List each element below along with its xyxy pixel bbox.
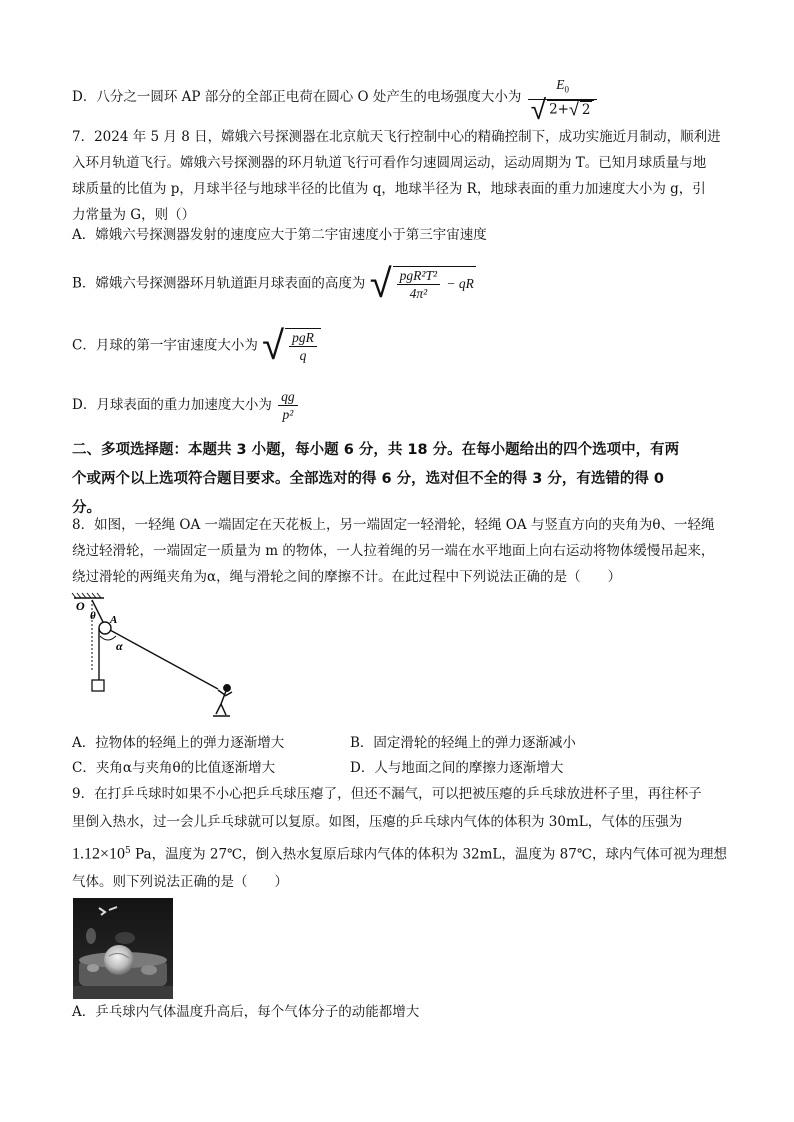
q7-option-d [72,388,300,423]
q8-option-d: D．人与地面之间的摩擦力逐渐增大 [350,760,564,776]
q9-stem-line4: 气体。则下列说法正确的是（ ） [72,874,288,890]
q8-label-o: O [76,599,85,613]
q7-option-c-text: C．月球的第一宇宙速度大小为 [72,337,258,354]
section2-line2: 个或两个以上选项符合题目要求。全部选对的得 6 分，选对但不全的得 3 分，有选错的得 0 [72,471,665,487]
q7-option-b-tail: − qR [446,276,474,291]
q6-option-d-text: D．八分之一圆环 AP 部分的全部正电荷在圆心 O 处产生的电场强度大小为 [72,88,522,105]
q7-option-c-num: pgR [289,329,317,347]
q8-label-a: A [110,614,118,626]
q7-option-b-text: B．嫦娥六号探测器环月轨道距月球表面的高度为 [72,275,366,292]
q8-stem-line3: 绕过滑轮的两绳夹角为α，绳与滑轮之间的摩擦不计。在此过程中下列说法正确的是（ ） [72,569,622,585]
q7-option-d-text: D．月球表面的重力加速度大小为 [72,397,272,413]
q8-label-theta: θ [90,610,96,622]
q6-option-d-fraction: $\frac{E_0}{√ 2+√ 2}$ [528,76,598,119]
q6-option-d [72,76,599,126]
ping-pong-cup-photo [73,898,173,999]
q7-stem-line4: 力常量为 G，则（） [72,207,196,223]
q8-option-b: B．固定滑轮的轻绳上的弹力逐渐减小 [350,735,576,751]
section2-line3: 分。 [72,500,101,516]
q7-option-b: B．嫦娥六号探测器环月轨道距月球表面的高度为 √ $\frac{\text{pgR²T²}}{\text{4π²}}$ − qR [72,261,474,307]
q9-pressure-exp: 5 [125,846,131,856]
section2-line1: 二、多项选择题：本题共 3 小题，每小题 6 分，共 18 分。在每小题给出的四个选项中，有两 [72,442,680,458]
q8-stem [72,512,732,590]
q7-option-c-den: q [299,348,307,363]
q7-option-c: C．月球的第一宇宙速度大小为 √ $\frac{\text{pgR}}{q}$ [72,328,321,364]
q7-option-d-num: qg [278,388,298,406]
q7-stem [72,124,732,228]
q8-option-a: A．拉物体的轻绳上的弹力逐渐增大 [72,735,285,751]
q9-stem [72,780,732,836]
q8-label-alpha: α [116,639,123,653]
q9-stem-line3-rest: Pa，温度为 27℃，倒入热水复原后球内气体的体积为 32mL，温度为 87℃，球内气体可视为理想 [130,846,727,863]
q7-option-b-num: pgR²T² [397,267,440,285]
q7-stem-line2: 入环月轨道飞行。嫦娥六号探测器的环月轨道飞行可看作匀速圆周运动，运动周期为 T。已知月球质量与地 [72,155,707,171]
q8-stem-line2: 绕过轻滑轮，一端固定一质量为 m 的物体，一人拉着绳的另一端在水平地面上向右运动将物体缓慢吊起来， [72,543,715,559]
q9-stem-line1: 9．在打乒乓球时如果不小心把乒乓球压瘪了，但还不漏气，可以把被压瘪的乒乓球放进杯子里，再往杯子 [72,786,702,802]
q7-option-b-den: 4π² [409,286,428,301]
q8-stem-line1: 8．如图，一轻绳 OA 一端固定在天花板上，另一端固定一轻滑轮，轻绳 OA 与竖直方向的夹角为θ、一轻绳 [72,517,715,533]
q9-stem-line2: 里倒入热水，过一会儿乒乓球就可以复原。如图，压瘪的乒乓球内气体的体积为 30mL，气体的压强为 [72,814,683,830]
section2-heading [72,436,732,523]
q8-option-c: C．夹角α与夹角θ的比值逐渐增大 [72,760,276,776]
q7-option-a: A．嫦娥六号探测器发射的速度应大于第二宇宙速度小于第三宇宙速度 [72,227,487,243]
q9-option-a: A．乒乓球内气体温度升高后，每个气体分子的动能都增大 [72,1004,420,1020]
q9-pressure-value: 1.12×10 [72,845,126,863]
q9-stem-line3 [72,839,727,867]
q8-pulley-figure [70,592,240,724]
q7-option-d-den: p² [282,407,294,422]
q7-stem-line1: 7．2024 年 5 月 8 日，嫦娥六号探测器在北京航天飞行控制中心的精确控制下，成功实施近月制动，顺利进 [72,129,721,145]
q7-stem-line3: 球质量的比值为 p，月球半径与地球半径的比值为 q，地球半径为 R，地球表面的重力加速度大小为 g，引 [72,181,706,197]
